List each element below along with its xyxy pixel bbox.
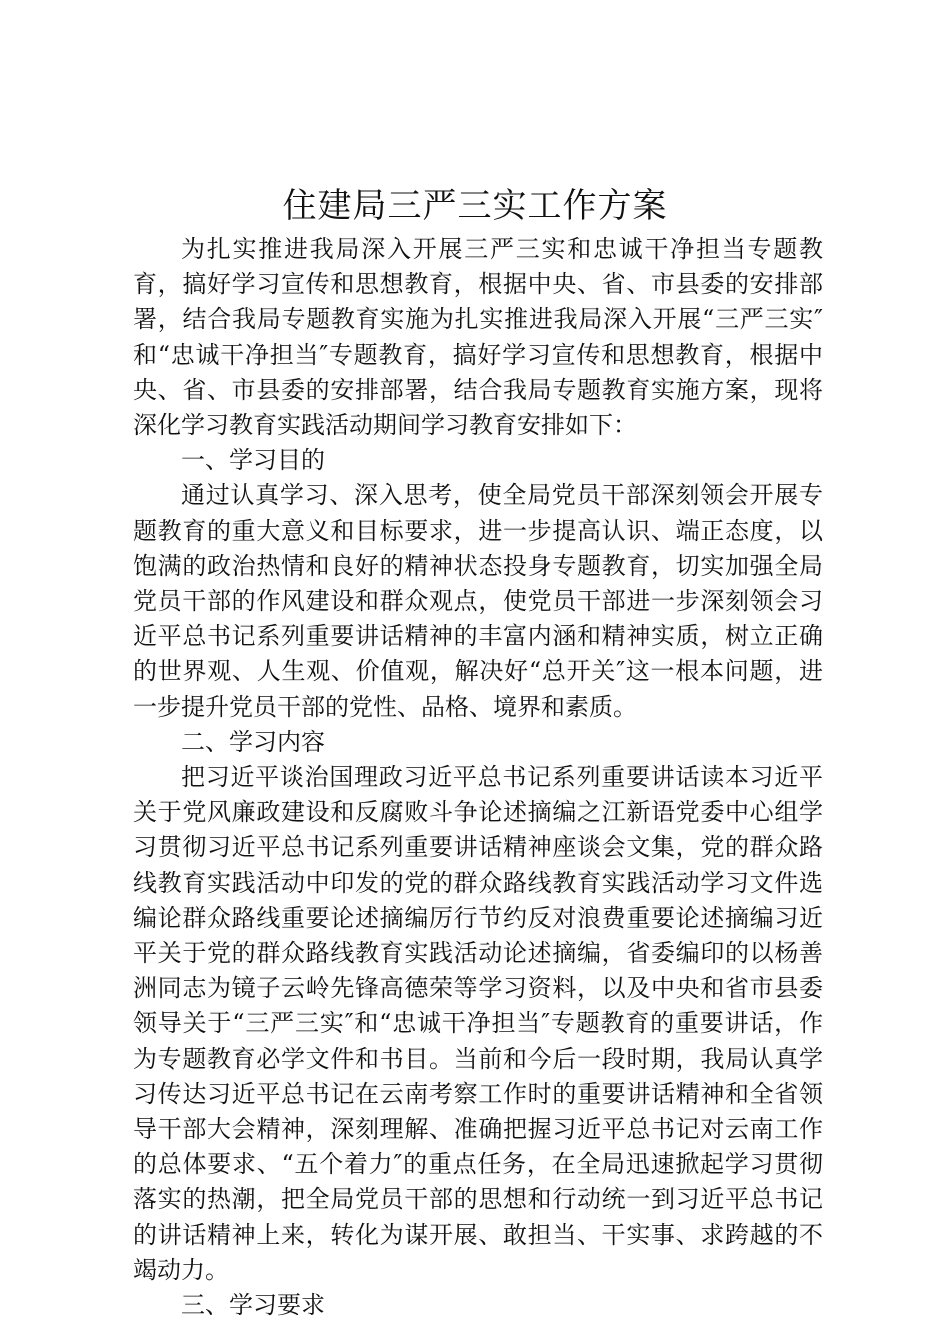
intro-paragraph: 为扎实推进我局深入开展三严三实和忠诚干净担当专题教育，搞好学习宣传和思想教育，根据中央、省、市县委的安排部署，结合我局专题教育实施为扎实推进我局深入开展“三严三实″和“忠诚干净担当″专题教育，搞好学习宣传和思想教育，根据中央、省、市县委的安排部署，结合我局专题教育实施方案，现将深化学习教育实践活动期间学习教育安排如下：: [133, 235, 823, 440]
purpose-paragraph: 通过认真学习、深入思考，使全局党员干部深刻领会开展专题教育的重大意义和目标要求，进一步提高认识、端正态度，以饱满的政治热情和良好的精神状态投身专题教育，切实加强全局党员干部的作风建设和群众观点，使党员干部进一步深刻领会习近平总书记系列重要讲话精神的丰富内涵和精神实质，树立正确的世界观、人生观、价值观，解决好“总开关″这一根本问题，进一步提升党员干部的党性、品格、境界和素质。: [133, 481, 823, 721]
document-body: [133, 232, 823, 1323]
section-heading-purpose: 一、学习目的: [181, 446, 325, 475]
page-title: 住建局三严三实工作方案: [282, 186, 668, 226]
section-heading-requirements: 三、学习要求: [181, 1291, 325, 1320]
section-heading-content: 二、学习内容: [181, 727, 325, 756]
content-paragraph: 把习近平谈治国理政习近平总书记系列重要讲话读本习近平关于党风廉政建设和反腐败斗争论述摘编之江新语党委中心组学习贯彻习近平总书记系列重要讲话精神座谈会文集，党的群众路线教育实践活动中印发的党的群众路线教育实践活动学习文件选编论群众路线重要论述摘编厉行节约反对浪费重要论述摘编习近平关于党的群众路线教育实践活动论述摘编，省委编印的以杨善洲同志为镜子云岭先锋高德荣等学习资料，以及中央和省市县委领导关于“三严三实″和“忠诚干净担当″专题教育的重要讲话，作为专题教育必学文件和书目。当前和今后一段时期，我局认真学习传达习近平总书记在云南考察工作时的重要讲话精神和全省领导干部大会精神，深刻理解、准确把握习近平总书记对云南工作的总体要求、“五个着力″的重点任务，在全局迅速掀起学习贯彻落实的热潮，把全局党员干部的思想和行动统一到习近平总书记的讲话精神上来，转化为谋开展、敢担当、干实事、求跨越的不竭动力。: [133, 763, 823, 1284]
